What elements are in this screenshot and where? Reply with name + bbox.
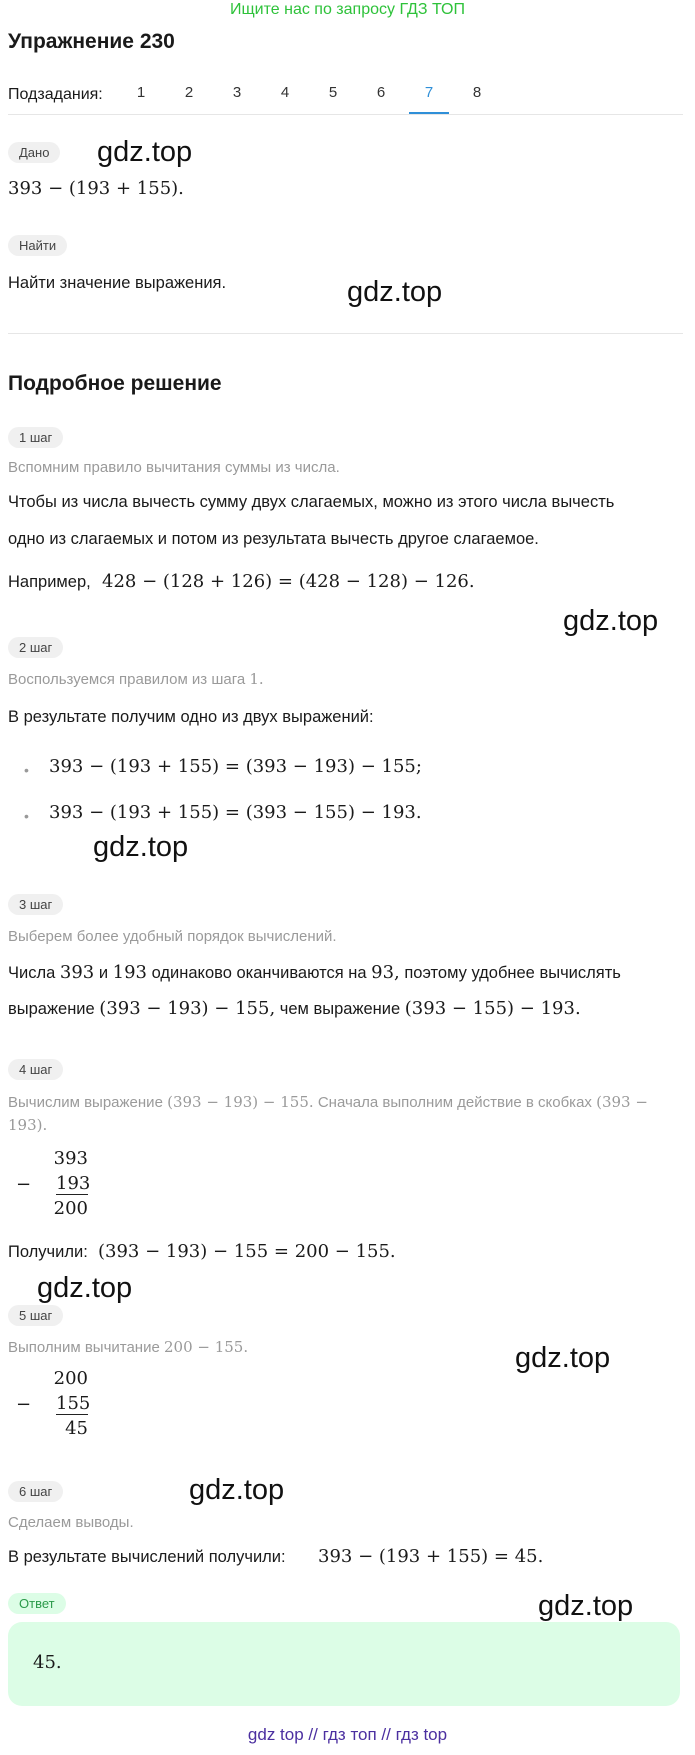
- step-4-result-expression: (393 − 193) − 155 = 200 − 155.: [98, 1241, 396, 1262]
- step-3-hint: Выберем более удобный порядок вычислений.: [8, 928, 337, 945]
- tab-7[interactable]: 7: [409, 84, 449, 114]
- step-1-badge: 1 шаг: [8, 427, 63, 448]
- step-4-result-label: Получили:: [8, 1243, 88, 1261]
- tab-8[interactable]: 8: [472, 84, 482, 101]
- watermark: gdz.top: [189, 1474, 285, 1506]
- tab-6[interactable]: 6: [376, 84, 386, 101]
- step-2-bullet-1: 393 − (193 + 155) = (393 − 193) − 155;: [49, 756, 422, 777]
- step-1-example-expression: 428 − (128 + 126) = (428 − 128) − 126.: [102, 571, 475, 592]
- minus-sign: −: [16, 1394, 32, 1415]
- watermark: gdz.top: [538, 1590, 634, 1622]
- difference: 200: [53, 1198, 88, 1219]
- tab-1[interactable]: 1: [136, 84, 146, 101]
- minuend: 393: [53, 1148, 88, 1169]
- page-title: Упражнение 230: [8, 30, 175, 53]
- watermark: gdz.top: [97, 136, 193, 168]
- step-6-hint: Сделаем выводы.: [8, 1514, 134, 1531]
- answer-value: 45.: [33, 1652, 62, 1673]
- step-3-line-1: Числа 393 и 193 одинаково оканчиваются на 93, поэтому удобнее вычислять: [8, 962, 621, 983]
- difference: 45: [65, 1418, 88, 1439]
- tab-3[interactable]: 3: [232, 84, 242, 101]
- subtraction-column-1: [18, 1146, 98, 1226]
- step-3-badge: 3 шаг: [8, 894, 63, 915]
- watermark: gdz.top: [563, 605, 659, 637]
- step-5-badge: 5 шаг: [8, 1305, 63, 1326]
- tab-4[interactable]: 4: [280, 84, 290, 101]
- watermark: gdz.top: [37, 1272, 133, 1304]
- step-5-hint: Выполним вычитание 200 − 155.: [8, 1338, 249, 1356]
- step-1-line-1: Чтобы из числа вычесть сумму двух слагаемых, можно из этого числа вычесть: [8, 493, 615, 511]
- bullet-icon: •: [24, 762, 29, 778]
- tab-2[interactable]: 2: [184, 84, 194, 101]
- step-6-text-label: В результате вычислений получили:: [8, 1548, 286, 1566]
- step-2-badge: 2 шаг: [8, 637, 63, 658]
- step-1-line-2: одно из слагаемых и потом из результата вычесть другое слагаемое.: [8, 530, 539, 548]
- step-2-bullet-2: 393 − (193 + 155) = (393 − 155) − 193.: [49, 802, 422, 823]
- subtask-tabs: [8, 80, 683, 115]
- tab-5[interactable]: 5: [328, 84, 338, 101]
- subtrahend: 193: [56, 1173, 91, 1194]
- step-1-hint: Вспомним правило вычитания суммы из числа.: [8, 459, 340, 476]
- subtrahend: 155: [56, 1393, 91, 1414]
- answer-box: [8, 1622, 680, 1706]
- promo-banner: Ищите нас по запросу ГДЗ ТОП: [230, 1, 465, 18]
- minuend: 200: [53, 1368, 88, 1389]
- watermark: gdz.top: [515, 1342, 611, 1374]
- step-1-example-label: Например,: [8, 573, 91, 591]
- find-badge: Найти: [8, 235, 67, 256]
- step-3-line-2: выражение (393 − 193) − 155, чем выражение (393 − 155) − 193.: [8, 998, 581, 1019]
- bullet-icon: •: [24, 808, 29, 824]
- step-2-text: В результате получим одно из двух выражений:: [8, 708, 374, 726]
- solution-title: Подробное решение: [8, 372, 222, 395]
- divider: [8, 333, 683, 334]
- step-6-text-expression: 393 − (193 + 155) = 45.: [318, 1546, 544, 1567]
- step-6-badge: 6 шаг: [8, 1481, 63, 1502]
- step-2-hint: Воспользуемся правилом из шага 1.: [8, 670, 264, 688]
- find-text: Найти значение выражения.: [8, 274, 227, 292]
- subtraction-column-2: [18, 1366, 98, 1446]
- watermark: gdz.top: [347, 276, 443, 308]
- subtasks-label: Подзадания:: [8, 86, 103, 103]
- given-badge: Дано: [8, 142, 60, 163]
- step-4-hint: Вычислим выражение (393 − 193) − 155. Сначала выполним действие в скобках (393 − 193).: [8, 1093, 648, 1134]
- given-expression: 393 − (193 + 155).: [8, 178, 184, 199]
- footer-links[interactable]: gdz top // гдз топ // гдз top: [247, 1725, 448, 1744]
- step-4-badge: 4 шаг: [8, 1059, 63, 1080]
- watermark: gdz.top: [93, 831, 189, 863]
- answer-badge: Ответ: [8, 1593, 66, 1614]
- minus-sign: −: [16, 1174, 32, 1195]
